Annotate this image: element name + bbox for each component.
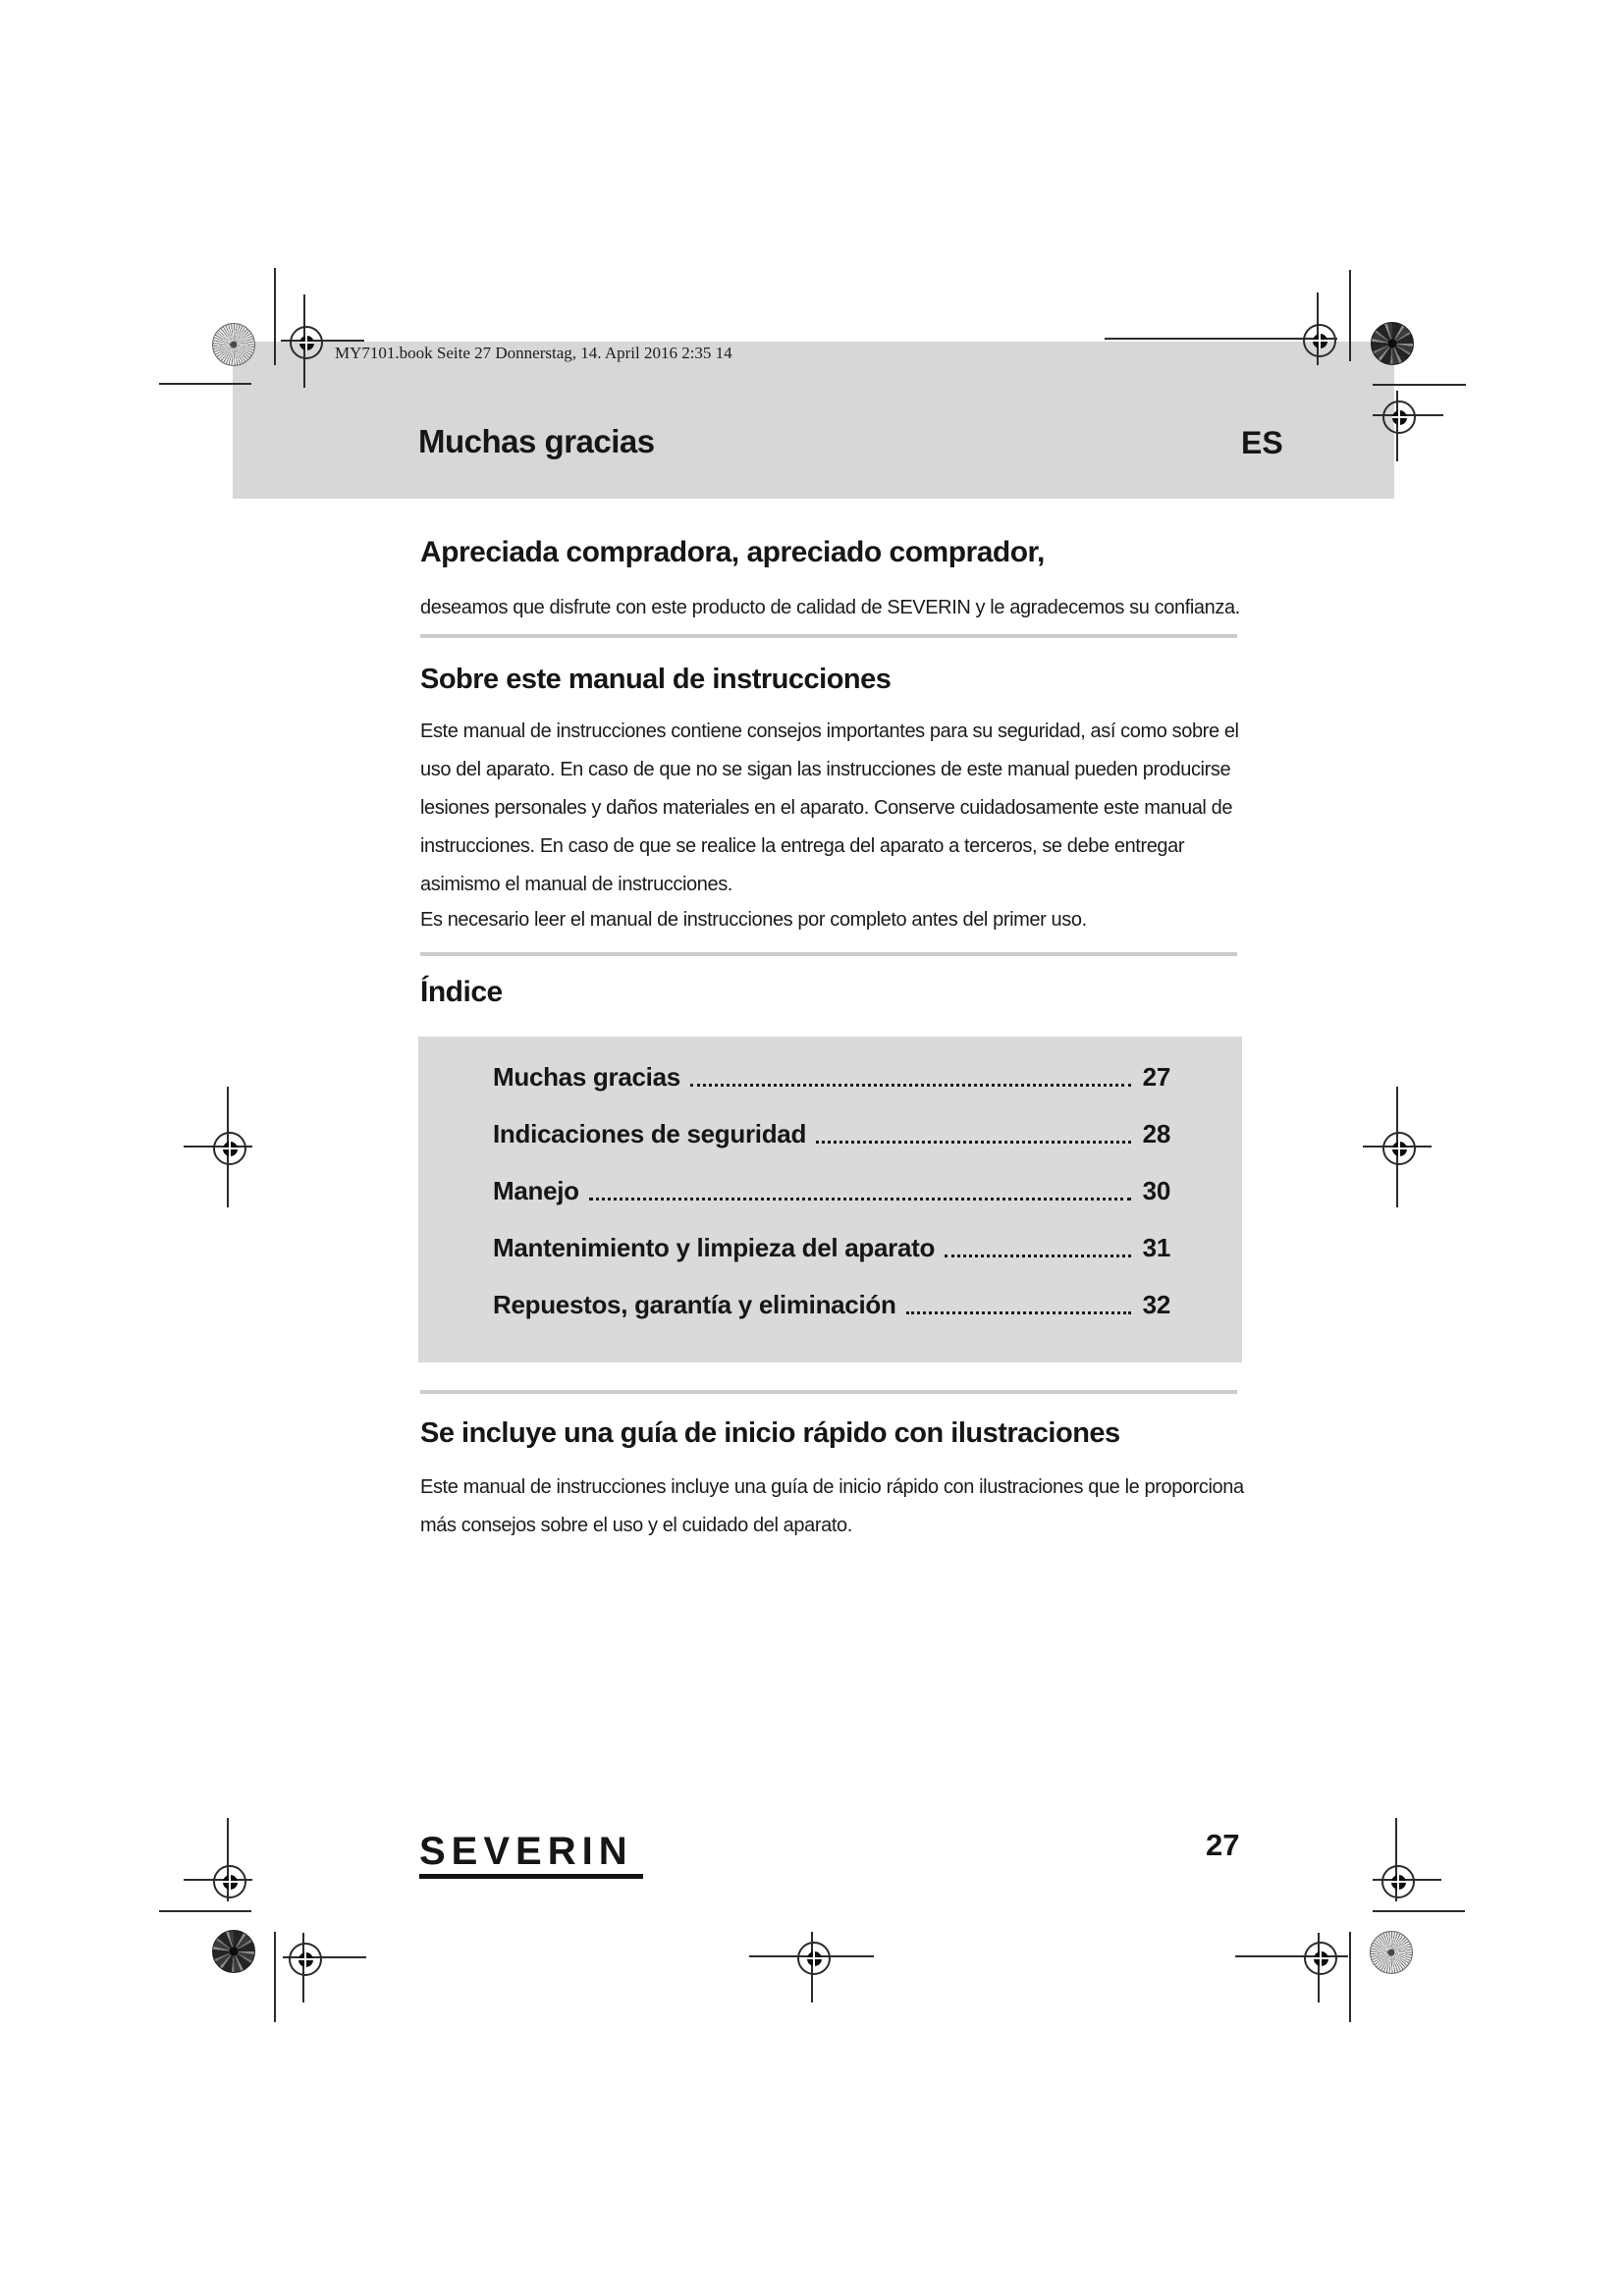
section-divider [420, 1390, 1237, 1394]
registration-mark-icon [213, 1132, 246, 1165]
registration-mark-icon [213, 1865, 246, 1898]
toc-box [418, 1037, 1242, 1362]
crop-line [159, 383, 251, 385]
toc-dot-leader [589, 1198, 1131, 1201]
page-number: 27 [1206, 1828, 1240, 1862]
about-manual-heading: Sobre este manual de instrucciones [420, 664, 892, 695]
toc-dot-leader [906, 1311, 1131, 1314]
registration-mark-icon [1303, 324, 1336, 357]
color-control-patch-icon [212, 1930, 255, 1973]
color-control-patch-icon [212, 323, 255, 366]
crop-line [159, 1910, 251, 1912]
registration-mark-icon [1382, 1132, 1416, 1165]
about-manual-paragraph-2: Es necesario leer el manual de instrucciones por completo antes del primer uso. [420, 909, 1087, 931]
registration-mark-icon [1382, 400, 1416, 434]
toc-entry-label: Manejo [493, 1176, 579, 1205]
registration-mark-icon [289, 1943, 322, 1976]
toc-entry [493, 1119, 1170, 1148]
crop-line [274, 268, 276, 365]
registration-mark-icon [1304, 1942, 1337, 1975]
page-title: Muchas gracias [418, 423, 655, 459]
toc-entry-label: Indicaciones de seguridad [493, 1119, 807, 1148]
title-bar-background [233, 342, 1394, 499]
toc-entry-label: Repuestos, garantía y eliminación [493, 1290, 896, 1319]
registration-mark-icon [797, 1942, 831, 1975]
quick-start-body: Este manual de instrucciones incluye una guía de inicio rápido con ilustraciones que le proporciona más consejos sobre el uso y el cuidado del aparato. [420, 1476, 1244, 1536]
section-divider [420, 952, 1237, 956]
about-manual-paragraph-1: Este manual de instrucciones contiene consejos importantes para su seguridad, así como sobre el uso del aparato. En caso de que no se sigan las instrucciones de este manual pueden producirse lesiones personales y daños materiales en el aparato. Conserve cuidadosamente este manual de instrucciones. En caso de que se realice la entrega del aparato a terceros, se debe entregar asimismo el manual de instrucciones. [420, 721, 1239, 895]
color-control-patch-icon [1371, 322, 1414, 365]
language-badge: ES [1241, 425, 1283, 460]
toc-entry-page-number: 31 [1142, 1233, 1170, 1262]
registration-mark-icon [290, 326, 323, 359]
toc-entry [493, 1062, 1170, 1092]
toc-dot-leader [816, 1141, 1131, 1144]
toc-entry-label: Muchas gracias [493, 1062, 680, 1092]
crop-line [1349, 1932, 1351, 2022]
toc-entry-page-number: 32 [1142, 1290, 1170, 1319]
crop-line [1373, 384, 1466, 386]
crop-line [1373, 1910, 1465, 1912]
crop-line [274, 1932, 276, 2022]
toc-heading: Índice [420, 976, 503, 1008]
greeting-heading: Apreciada compradora, apreciado comprador, [420, 536, 1045, 568]
registration-mark-icon [1381, 1865, 1415, 1898]
toc-entry-page-number: 30 [1142, 1176, 1170, 1205]
toc-entry [493, 1176, 1170, 1205]
crop-line [1349, 270, 1351, 361]
toc-entry [493, 1233, 1170, 1262]
severin-logo-underline [419, 1874, 643, 1879]
toc-entry [493, 1290, 1170, 1319]
toc-entry-page-number: 27 [1142, 1062, 1170, 1092]
severin-logo: SEVERIN [419, 1830, 633, 1873]
toc-dot-leader [690, 1084, 1131, 1087]
greeting-body: deseamos que disfrute con este producto de calidad de SEVERIN y le agradecemos su confianza. [420, 597, 1240, 618]
toc-entry-page-number: 28 [1142, 1119, 1170, 1148]
section-divider [420, 634, 1237, 638]
quick-start-heading: Se incluye una guía de inicio rápido con ilustraciones [420, 1417, 1120, 1449]
book-header-line: MY7101.book Seite 27 Donnerstag, 14. April 2016 2:35 14 [335, 344, 732, 362]
toc-entry-label: Mantenimiento y limpieza del aparato [493, 1233, 936, 1262]
color-control-patch-icon [1370, 1931, 1413, 1974]
toc-dot-leader [945, 1255, 1131, 1257]
